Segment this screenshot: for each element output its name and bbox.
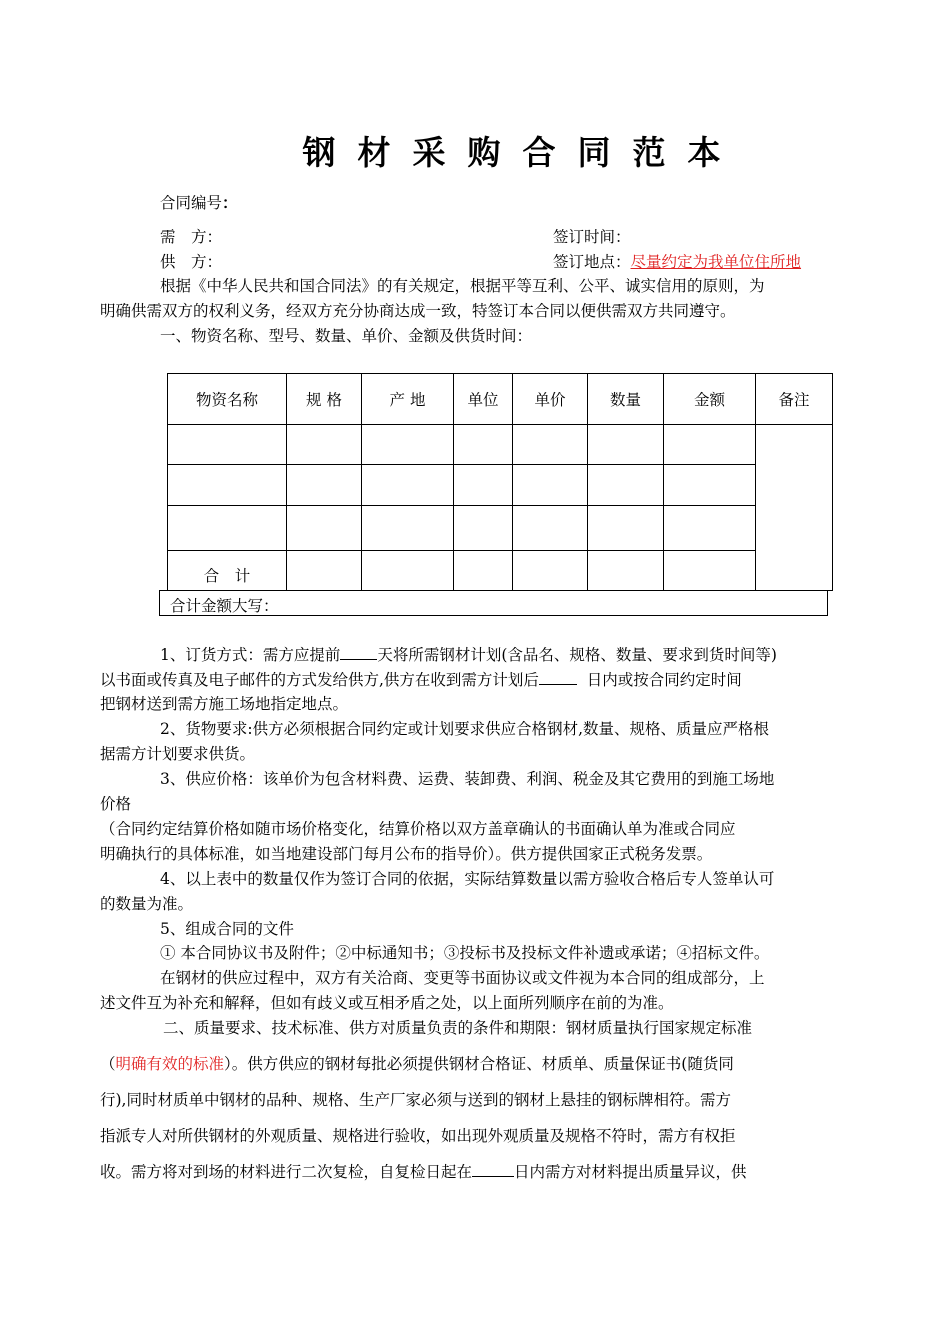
clause-3-line-2: 价格 xyxy=(100,795,132,813)
clause-1-line-3: 把钢材送到需方施工场地指定地点。 xyxy=(100,695,349,713)
contract-number-colon: ： xyxy=(222,193,238,212)
table-cell[interactable] xyxy=(168,425,287,465)
table-cell[interactable] xyxy=(664,506,756,551)
section2-text: 收。需方将对到场的材料进行二次复检，自复检日起在 xyxy=(100,1163,473,1181)
total-label: 合 计 xyxy=(168,551,287,591)
standard-note: 明确有效的标准 xyxy=(115,1055,225,1073)
table-cell[interactable] xyxy=(513,506,588,551)
contract-number-label: 合同编号 xyxy=(160,194,223,212)
sign-place-line xyxy=(553,252,801,272)
table-header-cell: 产 地 xyxy=(362,374,454,425)
table-cell[interactable] xyxy=(588,506,664,551)
table-cell[interactable] xyxy=(588,551,664,591)
remarks-cell[interactable] xyxy=(756,425,833,591)
clause-5-line-4: 述文件互为补充和解释，但如有歧义或互相矛盾之处，以上面所列顺序在前的为准。 xyxy=(100,994,674,1012)
seller-label: 供 方： xyxy=(160,253,223,271)
clause-3-line-1: 3、供应价格：该单价为包含材料费、运费、装卸费、利润、税金及其它费用的到施工场地 xyxy=(160,770,775,788)
total-row xyxy=(168,551,833,591)
intro-line-2: 明确供需双方的权利义务，经双方充分协商达成一致，特签订本合同以便供需双方共同遵守。 xyxy=(100,302,736,320)
table-cell[interactable] xyxy=(588,465,664,506)
amount-in-words-label: 合计金额大写： xyxy=(170,597,279,615)
clause-1-line-1 xyxy=(160,645,777,665)
table-cell[interactable] xyxy=(287,425,362,465)
table-cell[interactable] xyxy=(454,425,513,465)
table-header-cell: 规 格 xyxy=(287,374,362,425)
clause-5-line-2: ① 本合同协议书及附件；②中标通知书；③投标书及投标文件补遗或承诺；④招标文件。 xyxy=(160,944,770,962)
table-cell[interactable] xyxy=(287,465,362,506)
table-header-cell: 金额 xyxy=(664,374,756,425)
table-cell[interactable] xyxy=(362,425,454,465)
clause-5-line-1: 5、组成合同的文件 xyxy=(160,920,294,938)
table-cell[interactable] xyxy=(588,425,664,465)
table-cell[interactable] xyxy=(454,465,513,506)
amount-in-words-row[interactable] xyxy=(159,590,828,616)
sign-time-label: 签订时间： xyxy=(553,228,631,246)
section2-line-2 xyxy=(100,1054,734,1074)
clause-4-line-1: 4、以上表中的数量仅作为签订合同的依据，实际结算数量以需方验收合格后专人签单认可 xyxy=(160,870,775,888)
table-cell[interactable] xyxy=(664,551,756,591)
section2-text: （ xyxy=(100,1055,116,1073)
section2-line-4: 指派专人对所供钢材的外观质量、规格进行验收，如出现外观质量及规格不符时，需方有权拒 xyxy=(100,1127,736,1145)
clause-text: 天将所需钢材计划(含品名、规格、数量、要求到货时间等) xyxy=(377,646,777,664)
table-row xyxy=(168,425,833,465)
intro-line-1: 根据《中华人民共和国合同法》的有关规定，根据平等互利、公平、诚实信用的原则，为 xyxy=(160,277,765,295)
sign-place-note: 尽量约定为我单位住所地 xyxy=(630,253,802,271)
contract-number-line xyxy=(160,193,238,213)
clause-2-line-1: 2、货物要求:供方必须根据合同约定或计划要求供应合格钢材,数量、规格、质量应严格根 xyxy=(160,720,770,738)
section2-line-5 xyxy=(100,1162,747,1182)
table-cell[interactable] xyxy=(287,506,362,551)
inspection-days-blank[interactable] xyxy=(472,1162,514,1177)
section2-line-1: 二、质量要求、技术标准、供方对质量负责的条件和期限：钢材质量执行国家规定标准 xyxy=(163,1019,753,1037)
section2-text: ）。供方供应的钢材每批必须提供钢材合格证、材质单、质量保证书(随货同 xyxy=(224,1055,734,1073)
table-cell[interactable] xyxy=(454,506,513,551)
table-cell[interactable] xyxy=(513,551,588,591)
table-cell[interactable] xyxy=(513,425,588,465)
table-header-cell: 单价 xyxy=(513,374,588,425)
clause-3-line-3: （合同约定结算价格如随市场价格变化，结算价格以双方盖章确认的书面确认单为准或合同应 xyxy=(100,820,736,838)
table-cell[interactable] xyxy=(168,506,287,551)
table-row xyxy=(168,506,833,551)
table-cell[interactable] xyxy=(168,465,287,506)
table-header-cell: 物资名称 xyxy=(168,374,287,425)
table-cell[interactable] xyxy=(362,465,454,506)
table-cell[interactable] xyxy=(362,506,454,551)
section1-heading: 一、物资名称、型号、数量、单价、金额及供货时间： xyxy=(160,327,533,345)
clause-2-line-2: 据需方计划要求供货。 xyxy=(100,745,256,763)
table-cell[interactable] xyxy=(664,425,756,465)
table-cell[interactable] xyxy=(287,551,362,591)
table-header-cell: 数量 xyxy=(588,374,664,425)
table-cell[interactable] xyxy=(362,551,454,591)
clause-5-line-3: 在钢材的供应过程中，双方有关洽商、变更等书面协议或文件视为本合同的组成部分，上 xyxy=(160,969,765,987)
buyer-label: 需 方： xyxy=(160,228,223,246)
clause-text: 1、订货方式：需方应提前 xyxy=(160,646,341,664)
clause-1-line-2 xyxy=(100,670,742,690)
table-cell[interactable] xyxy=(454,551,513,591)
sign-place-label: 签订地点： xyxy=(553,253,631,271)
delivery-days-blank[interactable] xyxy=(539,670,577,685)
section2-text: 日内需方对材料提出质量异议，供 xyxy=(514,1163,747,1181)
table-cell[interactable] xyxy=(513,465,588,506)
table-cell[interactable] xyxy=(664,465,756,506)
materials-table xyxy=(167,373,833,591)
clause-text: 日内或按合同约定时间 xyxy=(586,671,742,689)
clause-4-line-2: 的数量为准。 xyxy=(100,895,194,913)
table-row xyxy=(168,465,833,506)
days-blank[interactable] xyxy=(340,645,377,660)
table-header-cell: 备注 xyxy=(756,374,833,425)
section2-line-3: 行),同时材质单中钢材的品种、规格、生产厂家必须与送到的钢材上悬挂的钢标牌相符。需方 xyxy=(100,1091,731,1109)
clause-3-line-4: 明确执行的具体标准，如当地建设部门每月公布的指导价）。供方提供国家正式税务发票。 xyxy=(100,845,713,863)
page-title: 钢材采购合同范本 xyxy=(302,133,743,172)
table-header-cell: 单位 xyxy=(454,374,513,425)
clause-text: 以书面或传真及电子邮件的方式发给供方,供方在收到需方计划后 xyxy=(100,671,539,689)
table-header-row xyxy=(168,374,833,425)
